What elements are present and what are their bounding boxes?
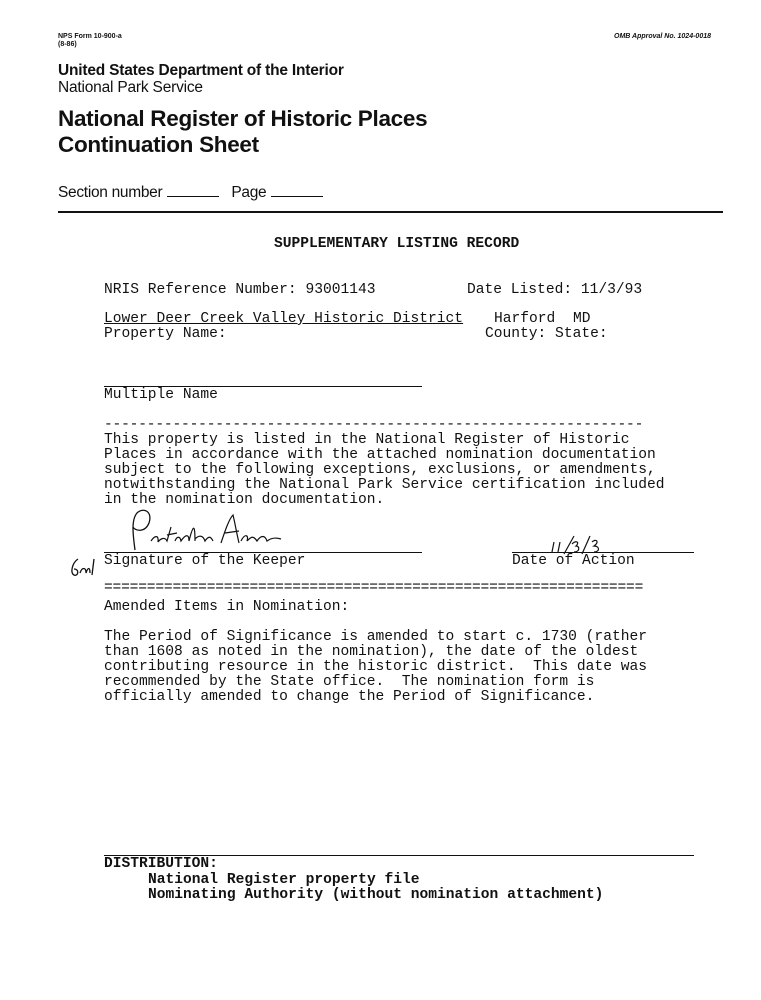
header-divider xyxy=(58,211,723,213)
nris-value: 93001143 xyxy=(305,282,376,298)
section-page-line xyxy=(58,184,327,202)
department-name: United States Department of the Interior xyxy=(58,62,344,79)
state-value: MD xyxy=(573,311,591,327)
statement-line: notwithstanding the National Park Service certification included xyxy=(104,477,665,493)
date-listed-line xyxy=(467,283,642,298)
county-state-label: County: State: xyxy=(485,326,608,342)
omb-approval: OMB Approval No. 1024-0018 xyxy=(614,33,711,40)
statement-line: This property is listed in the National Register of Historic xyxy=(104,432,630,448)
statement-line: in the nomination documentation. xyxy=(104,492,385,508)
amended-line: than 1608 as noted in the nomination), the date of the oldest xyxy=(104,644,639,660)
amended-line: contributing resource in the historic district. This date was xyxy=(104,659,647,675)
section-number-blank xyxy=(167,195,219,197)
dash-rule: --------------------------------------------------------------- xyxy=(104,417,644,433)
statement-line: Places in accordance with the attached nomination documentation xyxy=(104,447,656,463)
document-title: National Register of Historic Places xyxy=(58,106,428,131)
multiple-name-label: Multiple Name xyxy=(104,387,218,403)
amended-line: recommended by the State office. The nomination form is xyxy=(104,674,595,690)
date-listed-label: Date Listed: xyxy=(467,282,573,298)
date-of-action-label: Date of Action xyxy=(512,553,635,569)
service-name: National Park Service xyxy=(58,79,203,96)
statement-line: subject to the following exceptions, exclusions, or amendments, xyxy=(104,462,656,478)
nris-line xyxy=(104,283,376,298)
property-name-label: Property Name: xyxy=(104,326,227,342)
amended-line: The Period of Significance is amended to start c. 1730 (rather xyxy=(104,629,647,645)
nris-label: NRIS Reference Number: xyxy=(104,282,297,298)
amended-label: Amended Items in Nomination: xyxy=(104,599,350,615)
keeper-signature xyxy=(125,505,285,555)
document-subtitle: Continuation Sheet xyxy=(58,132,259,157)
page-label: Page xyxy=(231,184,267,201)
amended-line: officially amended to change the Period of Significance. xyxy=(104,689,595,705)
form-number: NPS Form 10-900-a (8-86) xyxy=(58,33,122,48)
statement-paragraph xyxy=(104,433,665,508)
equals-rule: =============================================================== xyxy=(104,580,644,596)
page-blank xyxy=(271,195,323,197)
section-number-label: Section number xyxy=(58,184,163,201)
property-name-value: Lower Deer Creek Valley Historic District xyxy=(104,311,464,327)
date-listed-value: 11/3/93 xyxy=(580,282,643,298)
distribution-item: National Register property file xyxy=(148,872,420,888)
handwritten-initials xyxy=(66,555,100,579)
amended-paragraph xyxy=(104,630,647,705)
distribution-item: Nominating Authority (without nomination attachment) xyxy=(148,887,604,903)
distribution-label: DISTRIBUTION: xyxy=(104,856,218,872)
county-value: Harford xyxy=(494,311,556,327)
signature-label: Signature of the Keeper xyxy=(104,553,306,569)
record-heading: SUPPLEMENTARY LISTING RECORD xyxy=(274,236,520,252)
